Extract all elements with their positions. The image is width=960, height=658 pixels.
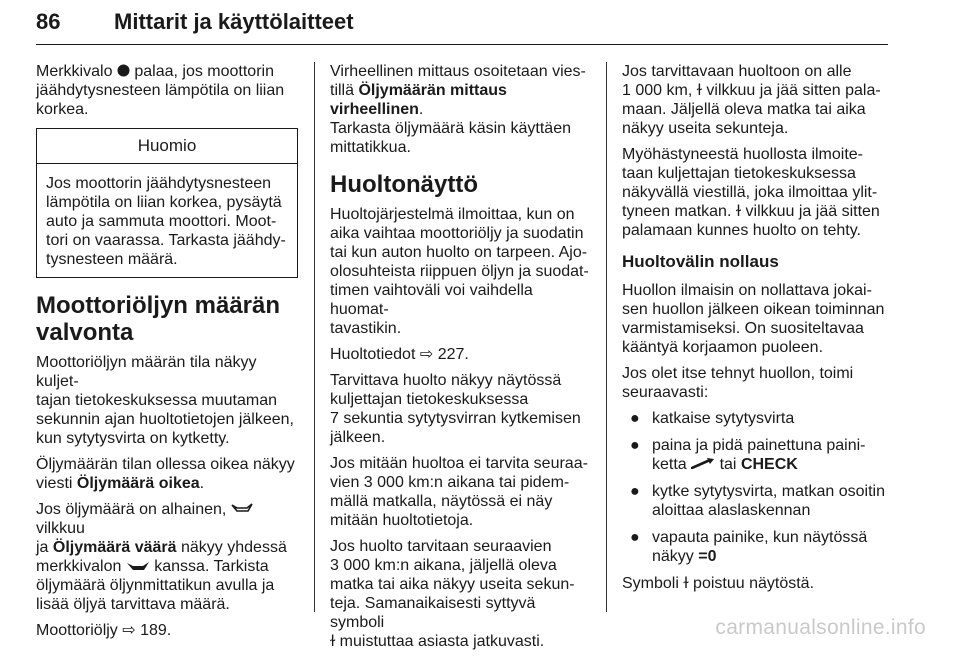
paragraph: Virheellinen mittaus osoitetaan vies- tillä Öljymäärän mittaus virheellinen. Tarkasta öljymäärä käsin käyttäen mittatikkua.: [330, 63, 586, 156]
paragraph: Symboli ɫ poistuu näytöstä.: [622, 575, 815, 592]
paragraph: Myöhästyneestä huollosta ilmoite- taan kuljettajan tietokeskuksessa näkyvällä viestillä, joka ilmoittaa ylit- tyneen matkan. ɫ vilkkuu ja jää sitten palamaan kunnes huolto on tehty.: [622, 146, 880, 239]
page-number: 86: [36, 9, 61, 34]
wrench-icon: ɫ: [683, 575, 689, 592]
caution-text: Jos moottorin jäähdytysnesteen lämpötila on liian korkea, pysäytä auto ja sammuta moottori. Moot- tori on vaarassa. Tarkasta jäähdy- tysnesteen määrä.: [46, 175, 286, 268]
bullet-icon: ●: [630, 483, 640, 500]
subsection-heading: Huoltovälin nollaus: [622, 252, 779, 271]
page-arrow-icon: ⇨: [419, 346, 434, 363]
display-message: Öljymäärä oikea: [76, 475, 200, 492]
paragraph: Jos olet itse tehnyt huollon, toimi seuraavasti:: [622, 365, 854, 401]
display-message: Öljymäärän mittaus virheellinen: [330, 82, 507, 118]
page-header: [36, 6, 888, 50]
paragraph: Jos tarvittavaan huoltoon on alle 1 000 km, ɫ vilkkuu ja jää sitten pala- maan. Jäljellä oleva matka tai aika näkyy useita sekunteja.: [622, 63, 881, 137]
warning-lamp-icon: [117, 63, 130, 80]
bullet-icon: ●: [630, 410, 640, 427]
wrench-icon: ɫ: [330, 633, 336, 650]
wrench-icon: ɫ: [696, 82, 702, 99]
display-message: Öljymäärä väärä: [52, 539, 177, 556]
list-item: ● paina ja pidä painettuna paini- ketta tai CHECK: [630, 437, 866, 473]
stalk-button-icon: [691, 456, 715, 473]
paragraph: Jos öljymäärä on alhainen, vilkkuu ja Öljymäärä väärä näkyy yhdessä merkkivalon kanssa. Tarkista öljymäärä öljynmittatikun avulla ja lisää öljyä tarvittava määrä.: [36, 501, 287, 613]
column-divider: [314, 62, 315, 612]
check-label: CHECK: [740, 456, 798, 473]
column-1: [36, 62, 298, 647]
list-item: ● kytke sytytysvirta, matkan osoitin aloittaa alaslaskennan: [630, 483, 885, 519]
paragraph: Merkkivalo palaa, jos moottorin jäähdytysnesteen lämpötila on liian korkea.: [36, 63, 285, 118]
list-item: ● katkaise sytytysvirta: [630, 410, 795, 427]
bullet-icon: ●: [630, 529, 640, 546]
page-arrow-icon: ⇨: [122, 622, 136, 639]
display-value: =0: [698, 548, 717, 565]
paragraph: Öljymäärän tilan ollessa oikea näkyy viesti Öljymäärä oikea.: [36, 456, 295, 492]
list-item: ● vapauta painike, kun näytössä näkyy =0: [630, 529, 868, 565]
watermark: carmanualsonline.info: [715, 616, 926, 639]
caution-box: [36, 128, 298, 278]
paragraph: Jos mitään huoltoa ei tarvita seuraa- vien 3 000 km:n aikana tai pidem- mällä matkalla, näytössä ei näy mitään huoltotietoja.: [330, 455, 588, 529]
running-title: Mittarit ja käyttölaitteet: [114, 9, 354, 34]
cross-reference: Huoltotiedot ⇨ 227.: [330, 346, 469, 363]
column-2: [330, 62, 592, 658]
paragraph: Tarvittava huolto näkyy näytössä kuljettajan tietokeskuksessa 7 sekuntia sytytysvirran kytkemisen jälkeen.: [330, 372, 581, 446]
paragraph: Jos huolto tarvitaan seuraavien 3 000 km:n aikana, jäljellä oleva matka tai aika näkyy useita sekun- teja. Samanaikaisesti syttyvä symboli ɫ muistuttaa asiasta jatkuvasti.: [330, 538, 575, 650]
paragraph: Huoltojärjestelmä ilmoittaa, kun on aika vaihtaa moottoriöljy ja suodatin tai kun auton huolto on tarpeen. Ajo- olosuhteista riippuen öljyn ja suodat- timen vaihtoväli voi vaihdella huomat- tavastikin.: [330, 206, 589, 337]
column-3: [622, 62, 888, 600]
section-heading: Moottoriöljyn määrän valvonta: [36, 292, 281, 346]
wrench-icon: ɫ: [735, 203, 742, 220]
cross-reference: Moottoriöljy ⇨ 189.: [36, 622, 172, 639]
header-rule: [36, 44, 888, 45]
paragraph: Moottoriöljyn määrän tila näkyy kuljet- tajan tietokeskuksessa muutaman sekunnin ajan huoltotietojen jälkeen, kun sytytysvirta on kytketty.: [36, 354, 294, 447]
oil-can-icon: [231, 501, 253, 518]
paragraph: Huollon ilmaisin on nollattava jokai- sen huollon jälkeen oikean toiminnan varmistamiseksi. On suositeltavaa kääntyä korjaamon puoleen.: [622, 282, 885, 356]
column-divider: [606, 62, 607, 612]
bullet-icon: ●: [630, 437, 640, 454]
oil-pressure-icon: [126, 558, 150, 575]
step-list: [622, 409, 888, 566]
caution-title: Huomio: [37, 129, 297, 164]
section-heading: Huoltonäyttö: [330, 171, 478, 198]
